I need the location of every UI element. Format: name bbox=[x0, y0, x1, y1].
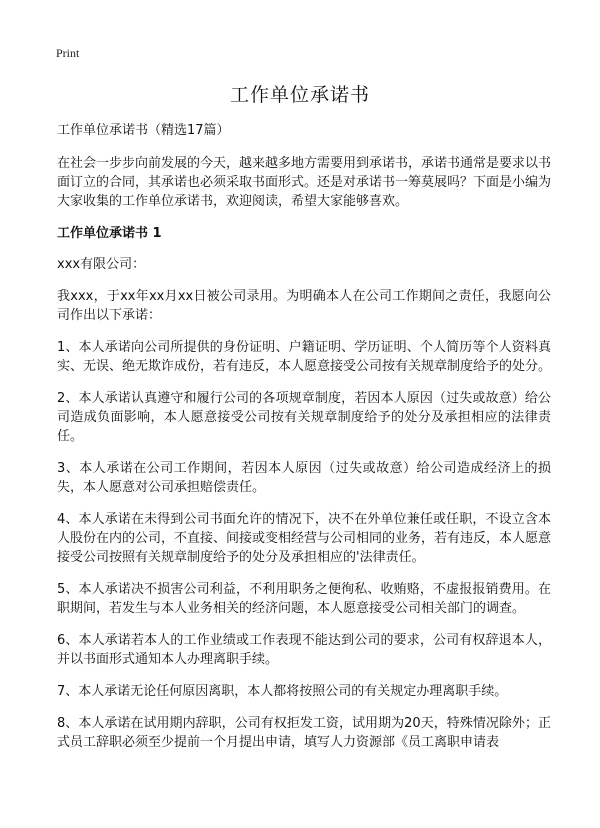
commitment-item-8: 8、本人承诺在试用期内辞职，公司有权拒发工资，试用期为20天，特殊情况除外；正式员工辞职必须至少提前一个月提出申请，填写人力资源部《员工离职申请表 bbox=[57, 716, 551, 750]
salutation: xxx有限公司： bbox=[57, 257, 146, 272]
commitment-item-6: 6、本人承诺若本人的工作业绩或工作表现不能达到公司的要求，公司有权辞退本人，并以书面形式通知本人办理离职手续。 bbox=[57, 633, 551, 667]
commitment-item-4: 4、本人承诺在未得到公司书面允许的情况下，决不在外单位兼任或任职，不设立含本人股份在内的公司，不直接、间接或变相经营与公司相同的业务，若有违反，本人愿意接受公司按照有关规章制度给予的处分及承担相应的'法律责任。 bbox=[57, 512, 552, 565]
intro-paragraph: 在社会一步步向前发展的今天，越来越多地方需要用到承诺书，承诺书通常是要求以书面订立的合同，其承诺也必须采取书面形式。还是对承诺书一筹莫展吗？下面是小编为大家收集的工作单位承诺书，欢迎阅读，希望大家能够喜欢。 bbox=[57, 156, 552, 209]
commitment-item-2: 2、本人承诺认真遵守和履行公司的各项规章制度，若因本人原因（过失或故意）给公司造成负面影响，本人愿意接受公司按有关规章制度给予的处分及承担相应的法律责任。 bbox=[57, 391, 551, 444]
commitment-item-1: 1、本人承诺向公司所提供的身份证明、户籍证明、学历证明、个人简历等个人资料真实、无误、绝无欺诈成份，若有违反，本人愿意接受公司按有关规章制度给予的处分。 bbox=[57, 340, 552, 374]
print-link[interactable]: Print bbox=[56, 46, 80, 60]
commitment-item-3: 3、本人承诺在公司工作期间，若因本人原因（过失或故意）给公司造成经济上的损失，本人愿意对公司承担赔偿责任。 bbox=[57, 461, 551, 495]
commitment-item-5: 5、本人承诺决不损害公司利益，不利用职务之便徇私、收贿赂，不虚报报销费用。在职期间，若发生与本人业务相关的经济问题，本人愿意接受公司相关部门的调查。 bbox=[57, 582, 551, 616]
commitment-item-7: 7、本人承诺无论任何原因离职，本人都将按照公司的有关规定办理离职手续。 bbox=[57, 684, 508, 699]
section-heading: 工作单位承诺书 1 bbox=[57, 226, 162, 241]
opening-paragraph: 我xxx，于xx年xx月xx日被公司录用。为明确本人在公司工作期间之责任，我愿向公司作出以下承诺： bbox=[57, 289, 551, 323]
page-title: 工作单位承诺书 bbox=[229, 84, 370, 106]
document-body bbox=[57, 121, 551, 765]
document-subtitle: 工作单位承诺书（精选17篇） bbox=[57, 123, 230, 138]
